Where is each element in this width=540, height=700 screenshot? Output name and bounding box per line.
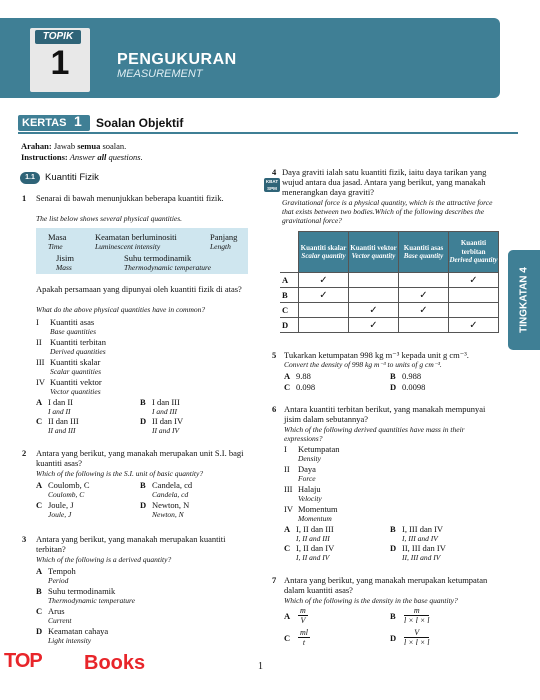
option-a[interactable]: A Tempoh Period [36,566,76,585]
instructions-ms: Arahan: Jawab semua soalan. [21,141,127,151]
table-row[interactable]: D ✓ ✓ [280,318,499,333]
option-a[interactable]: A I dan II I and II [36,397,74,416]
option-a[interactable]: A Coulomb, C Coulomb, C [36,480,90,499]
question-3-text-en: Which of the following is a derived quantity? [36,555,172,564]
table-header: Kuantiti asas Base quantity [399,232,449,273]
topic-title: PENGUKURAN [117,51,237,68]
option-c[interactable]: C Joule, J Joule, J [36,500,74,519]
paper-label: KERTAS [22,117,67,129]
watermark-logo-books: Books [84,652,146,674]
question-number: 4 [272,167,277,177]
question-5-text: Tukarkan ketumpatan 998 kg m⁻³ kepada unit g cm⁻³. [284,350,469,360]
roman-item: II Daya Force [284,464,316,483]
option-b[interactable]: B $\frac{m}{l \times l \times l}$ [390,606,430,625]
option-d[interactable]: D Keamatan cahaya Light intensity [36,626,109,645]
roman-item: IV Kuantiti vektor Vector quantities [36,377,102,396]
roman-item: IV Momentum Momentum [284,504,338,523]
question-2-text: Antara yang berikut, yang manakah merupakan unit S.I. bagi kuantiti asas? [36,448,244,468]
option-b[interactable]: B I, III dan IV I, III and IV [390,524,444,543]
table-row[interactable]: C ✓ ✓ [280,303,499,318]
question-number: 1 [22,193,27,203]
answer-table [280,231,499,333]
section-title: Kuantiti Fizik [45,172,99,183]
option-a[interactable]: A I, II dan III I, II and III [284,524,334,543]
kbat-badge: KBAT SPM [265,179,279,191]
paper-title: Soalan Objektif [96,116,184,130]
option-c[interactable]: C I, II dan IV I, II and IV [284,543,335,562]
roman-item: I Kuantiti asas Base quantities [36,317,97,336]
option-d[interactable]: D 0.0098 [390,382,426,392]
table-header: Kuantiti skalar Scalar quantity [299,232,349,273]
roman-item: III Kuantiti skalar Scalar quantities [36,357,102,376]
question-6-text-en: Which of the following derived quantities have mass in their expressions? [284,425,465,443]
question-6-text: Antara kuantiti terbitan berikut, yang manakah mempunyai jisim dalam sebutannya? [284,404,486,424]
topic-number: 1 [50,44,70,82]
question-3-text: Antara yang berikut, yang manakah merupakan kuantiti terbitan? [36,534,226,554]
paper-bar [18,114,518,134]
question-number: 7 [272,575,277,585]
table-row[interactable]: A ✓ ✓ [280,273,499,288]
question-7-text: Antara yang berikut, yang manakah merupakan ketumpatan dalam kuantiti asas? [284,575,488,595]
quantity-item: Suhu termodinamik Thermodynamic temperature [124,253,211,272]
question-1-text-en: The list below shows several physical quantities. [36,214,183,223]
question-1-text: Senarai di bawah menunjukkan beberapa kuantiti fizik. [36,193,224,203]
instructions-en: Instructions: Answer all questions. [21,152,143,162]
table-header: Kuantiti terbitan Derived quantity [449,232,499,273]
question-1-ask: Apakah persamaan yang dipunyai oleh kuantiti fizik di atas? [36,284,242,294]
option-b[interactable]: B 0.988 [390,371,422,381]
quantity-item: Keamatan berluminositi Luminescent intensity [95,232,177,251]
question-5-text-en: Convert the density of 998 kg m⁻³ to units of g cm⁻³. [284,360,442,369]
option-b[interactable]: B I dan III I and III [140,397,180,416]
option-c[interactable]: C II dan III II and III [36,416,79,435]
option-a[interactable]: A 9.88 [284,371,311,381]
question-2-text-en: Which of the following is the S.I. unit of basic quantity? [36,469,204,478]
question-number: 2 [22,448,27,458]
question-4-text-en: Gravitational force is a physical quantity, which is the attractive force that exists between two bodies.Which of the following describes the gravitational force? [282,198,493,225]
question-number: 3 [22,534,27,544]
question-4-text: Daya graviti ialah satu kuantiti fizik, iaitu daya tarikan yang wujud antara dua jasad. Antara yang berikut, yang manakah menerangkan daya graviti? [282,167,487,197]
option-d[interactable]: D II dan IV II and IV [140,416,184,435]
watermark-logo-top: TOP [4,650,42,672]
topic-title-english: MEASUREMENT [117,68,203,80]
option-c[interactable]: C 0.098 [284,382,316,392]
option-d[interactable]: D $\frac{V}{l \times l \times l}$ [390,628,430,647]
question-7-text-en: Which of the following is the density in the base quantity? [284,596,458,605]
option-c[interactable]: C Arus Current [36,606,72,625]
topic-label: TOPIK [35,30,81,44]
section-badge: 1.1 [20,172,40,184]
roman-item: II Kuantiti terbitan Derived quantities [36,337,106,356]
paper-number: 1 [74,113,82,129]
option-d[interactable]: D Newton, N Newton, N [140,500,190,519]
table-header: Kuantiti vektor Vector quantity [349,232,399,273]
option-d[interactable]: D II, III dan IV II, III and IV [390,543,446,562]
option-b[interactable]: B Candela, cd Candela, cd [140,480,193,499]
page-number: 1 [258,661,263,672]
question-number: 5 [272,350,277,360]
table-row[interactable]: B ✓ ✓ [280,288,499,303]
quantity-item: Masa Time [48,232,67,251]
form-side-tab-label: TINGKATAN 4 [518,267,530,333]
roman-item: III Halaju Velocity [284,484,322,503]
quantity-item: Panjang Length [210,232,238,251]
quantity-item: Jisim Mass [56,253,74,272]
option-b[interactable]: B Suhu termodinamik Thermodynamic temperature [36,586,135,605]
roman-item: I Ketumpatan Density [284,444,340,463]
question-number: 6 [272,404,277,414]
question-1-ask-en: What do the above physical quantities have in common? [36,305,206,314]
option-c[interactable]: C $\frac{ml}{t}$ [284,628,308,647]
option-a[interactable]: A $\frac{m}{V}$ [284,606,306,625]
